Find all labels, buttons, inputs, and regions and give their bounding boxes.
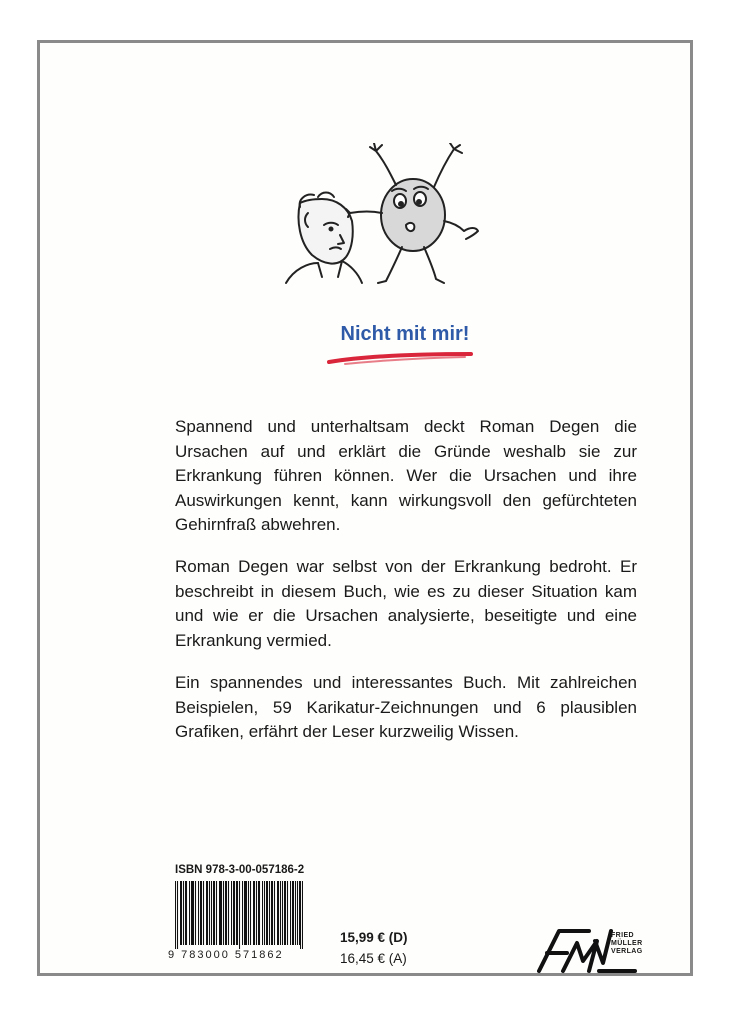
barcode-bar (191, 881, 192, 945)
barcode-bar (223, 881, 224, 945)
barcode-bar (219, 881, 220, 945)
barcode-bar (267, 881, 268, 945)
barcode-bar (193, 881, 194, 945)
barcode-bar (300, 881, 301, 949)
barcode-bar (284, 881, 285, 945)
blurb-paragraph-1: Spannend und unterhaltsam deckt Roman Degen die Ursachen auf und erklärt die Gründe weshalb sie zur Erkrankung führen können. Wer die Ursachen und ihre Auswirkungen kennt, kann wirkungsvoll den gefürchteten Gehirnfraß abwehren. (175, 417, 637, 534)
barcode-bar (266, 881, 267, 945)
barcode-bar (264, 881, 265, 945)
book-back-cover (37, 40, 693, 976)
barcode-bar (209, 881, 210, 945)
barcode-bar (297, 881, 298, 945)
barcode-bar (245, 881, 246, 945)
barcode-bar (185, 881, 186, 945)
barcode-bar (231, 881, 232, 945)
publisher-line-2: MÜLLER (611, 940, 643, 947)
barcode-bar (206, 881, 207, 945)
barcode-bar (280, 881, 281, 945)
price-austria: 16,45 € (A) (340, 951, 407, 966)
barcode-bar (282, 881, 283, 945)
barcode-bar (186, 881, 187, 945)
barcode-bar (181, 881, 182, 945)
barcode-bar (225, 881, 226, 945)
barcode-bar (189, 881, 190, 945)
barcode-bar (200, 881, 201, 945)
barcode-bar (269, 881, 270, 945)
barcode-bar (287, 881, 288, 945)
blurb-paragraph-2: Roman Degen war selbst von der Erkrankung bedroht. Er beschreibt in diesem Buch, wie es zu dieser Situation kam und wie er die Ursachen analysierte, beseitigte und eine Erkrankung vermied. (175, 557, 637, 650)
barcode-bar (216, 881, 217, 945)
barcode-bar (180, 881, 181, 945)
barcode (175, 881, 303, 949)
price-germany: 15,99 € (D) (340, 930, 408, 945)
barcode-bar (299, 881, 300, 945)
barcode-bar (233, 881, 234, 945)
barcode-bar (274, 881, 275, 945)
headline-underline (325, 348, 475, 368)
barcode-bar (285, 881, 286, 945)
barcode-bar (239, 881, 240, 949)
barcode-bar (277, 881, 278, 945)
barcode-bar (242, 881, 243, 945)
barcode-bar (290, 881, 291, 945)
publisher-line-1: FRIED (611, 932, 634, 939)
barcode-bar (201, 881, 202, 945)
barcode-bar (226, 881, 227, 945)
barcode-bar (253, 881, 254, 945)
barcode-bar (207, 881, 208, 945)
blurb-paragraph-3: Ein spannendes und interessantes Buch. Mit zahlreichen Beispielen, 59 Karikatur-Zeichnungen und 6 plausiblen Grafiken, erfährt der Leser kurzweilig Wissen. (175, 673, 637, 741)
barcode-bar (175, 881, 176, 949)
barcode-bar (183, 881, 184, 945)
barcode-bar (228, 881, 229, 945)
barcode-bar (262, 881, 263, 945)
barcode-bar (213, 881, 214, 945)
barcode-bar (214, 881, 215, 945)
barcode-bar (271, 881, 272, 945)
barcode-bar (246, 881, 247, 945)
barcode-bar (211, 881, 212, 945)
barcode-bar (302, 881, 303, 949)
barcode-bar (254, 881, 255, 945)
publisher-line-3: VERLAG (611, 948, 643, 955)
barcode-bar (237, 881, 238, 945)
barcode-bar (234, 881, 235, 945)
barcode-bar (295, 881, 296, 945)
cartoon-illustration (278, 143, 488, 293)
barcode-bar (244, 881, 245, 945)
barcode-bar (259, 881, 260, 945)
barcode-bar (272, 881, 273, 945)
barcode-bar (221, 881, 222, 945)
publisher-name (611, 932, 643, 956)
barcode-bar (198, 881, 199, 945)
barcode-bar (256, 881, 257, 945)
barcode-bar (248, 881, 249, 945)
barcode-bar (220, 881, 221, 945)
barcode-bar (177, 881, 178, 949)
barcode-bar (192, 881, 193, 945)
barcode-bar (203, 881, 204, 945)
barcode-bar (293, 881, 294, 945)
isbn-label: ISBN 978-3-00-057186-2 (175, 864, 305, 876)
headline: Nicht mit mir! (340, 323, 470, 345)
barcode-bar (250, 881, 251, 945)
barcode-bar (258, 881, 259, 945)
barcode-digits: 9 783000 571862 (168, 949, 284, 961)
barcode-bar (292, 881, 293, 945)
barcode-bar (278, 881, 279, 945)
barcode-bar (236, 881, 237, 945)
barcode-bar (195, 881, 196, 945)
